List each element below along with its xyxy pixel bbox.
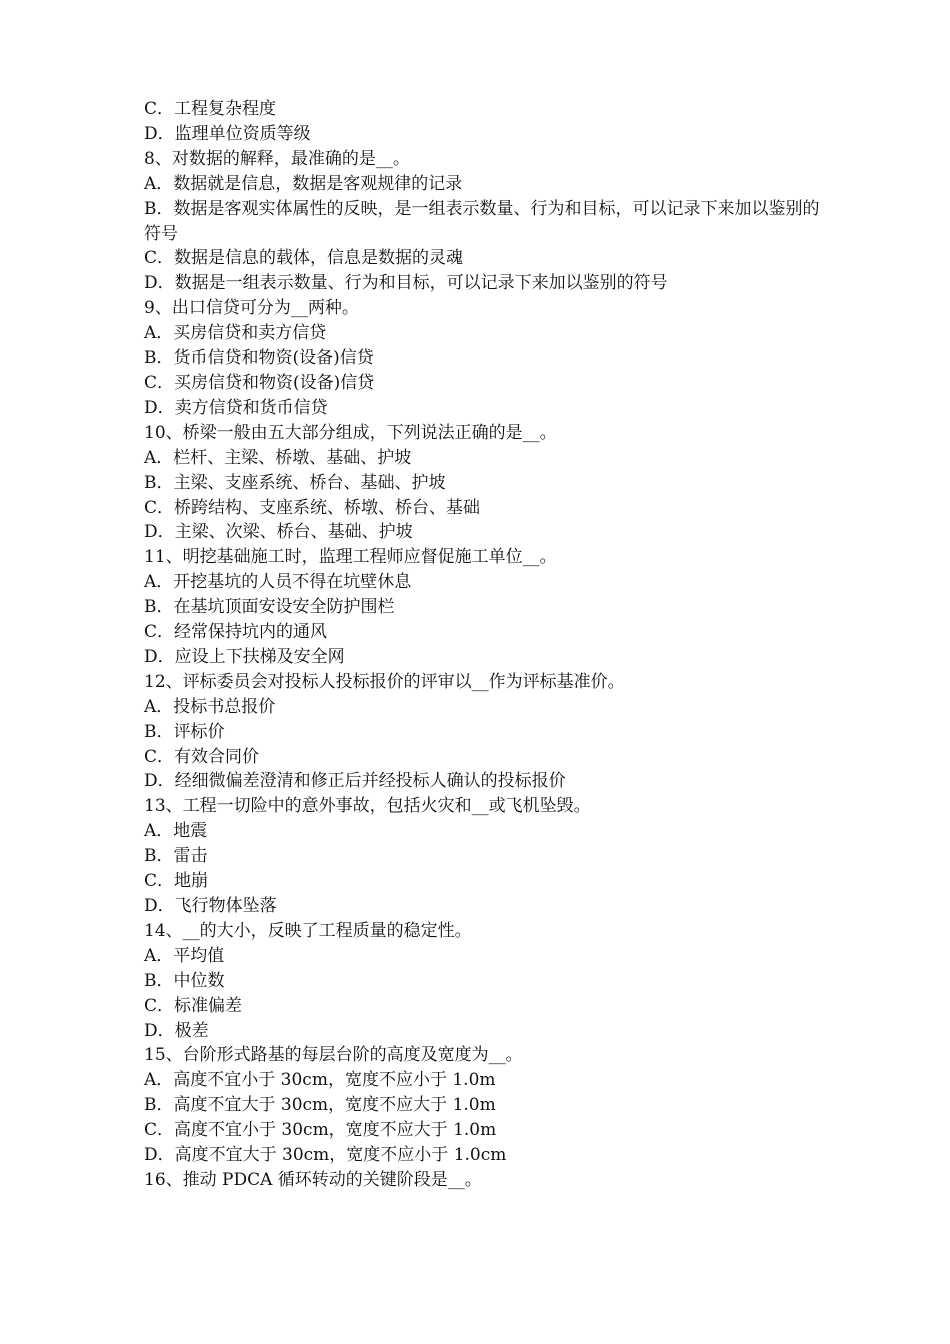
question-text-body — [144, 97, 824, 1193]
option-line: A．投标书总报价 — [144, 696, 276, 717]
option-line: D．监理单位资质等级 — [144, 123, 311, 144]
question-line: 12、评标委员会对投标人投标报价的评审以__作为评标基准价。 — [144, 671, 625, 692]
option-line: B．雷击 — [144, 846, 208, 867]
option-line: D．高度不宜大于 30cm，宽度不应小于 1.0cm — [144, 1145, 507, 1166]
option-line: C．标准偏差 — [144, 995, 243, 1016]
option-line: D．主梁、次梁、桥台、基础、护坡 — [144, 522, 413, 543]
option-line: C．地崩 — [144, 871, 209, 892]
option-line: C．桥跨结构、支座系统、桥墩、桥台、基础 — [144, 497, 481, 518]
option-line: B．评标价 — [144, 721, 225, 742]
question-line: 10、桥梁一般由五大部分组成，下列说法正确的是__。 — [144, 422, 557, 443]
option-line: C．高度不宜小于 30cm，宽度不应大于 1.0m — [144, 1120, 497, 1141]
question-line: 8、对数据的解释，最准确的是__。 — [144, 148, 410, 169]
option-line: A．开挖基坑的人员不得在坑壁休息 — [144, 572, 412, 593]
question-line: 11、明挖基础施工时，监理工程师应督促施工单位__。 — [144, 547, 557, 568]
question-line: 14、__的大小，反映了工程质量的稳定性。 — [144, 920, 472, 941]
option-line: B．货币信贷和物资(设备)信贷 — [144, 348, 374, 369]
option-line: D．应设上下扶梯及安全网 — [144, 646, 345, 667]
option-line: B．在基坑顶面安设安全防护围栏 — [144, 597, 395, 618]
option-line: A．数据就是信息，数据是客观规律的记录 — [144, 173, 463, 194]
option-line: D．数据是一组表示数量、行为和目标，可以记录下来加以鉴别的符号 — [144, 273, 668, 294]
option-line: A．地震 — [144, 821, 208, 842]
option-line: B．主梁、支座系统、桥台、基础、护坡 — [144, 472, 446, 493]
option-line: D．经细微偏差澄清和修正后并经投标人确认的投标报价 — [144, 771, 566, 792]
question-line: 15、台阶形式路基的每层台阶的高度及宽度为__。 — [144, 1045, 523, 1066]
option-line: B．高度不宜大于 30cm，宽度不应大于 1.0m — [144, 1095, 496, 1116]
option-line: A．栏杆、主梁、桥墩、基础、护坡 — [144, 447, 412, 468]
question-line: 9、出口信贷可分为__两种。 — [144, 298, 359, 319]
option-line: A．平均值 — [144, 945, 225, 966]
option-line: D．极差 — [144, 1020, 209, 1041]
option-line: B．中位数 — [144, 970, 225, 991]
option-line: D．飞行物体坠落 — [144, 896, 277, 916]
option-line: A．高度不宜小于 30cm，宽度不应小于 1.0m — [144, 1070, 496, 1091]
option-line: D．卖方信贷和货币信贷 — [144, 397, 328, 418]
option-line: C．工程复杂程度 — [144, 99, 277, 119]
option-line: C．买房信贷和物资(设备)信贷 — [144, 372, 375, 393]
option-line: B．数据是客观实体属性的反映，是一组表示数量、行为和目标，可以记录下来加以鉴别的符号 — [144, 198, 820, 244]
option-line: C．数据是信息的载体，信息是数据的灵魂 — [144, 248, 464, 269]
option-line: C．经常保持坑内的通风 — [144, 622, 328, 643]
option-line: A．买房信贷和卖方信贷 — [144, 323, 327, 344]
question-line: 13、工程一切险中的意外事故，包括火灾和__或飞机坠毁。 — [144, 796, 591, 817]
option-line: C．有效合同价 — [144, 746, 260, 767]
question-line: 16、推动 PDCA 循环转动的关键阶段是__。 — [144, 1169, 482, 1190]
